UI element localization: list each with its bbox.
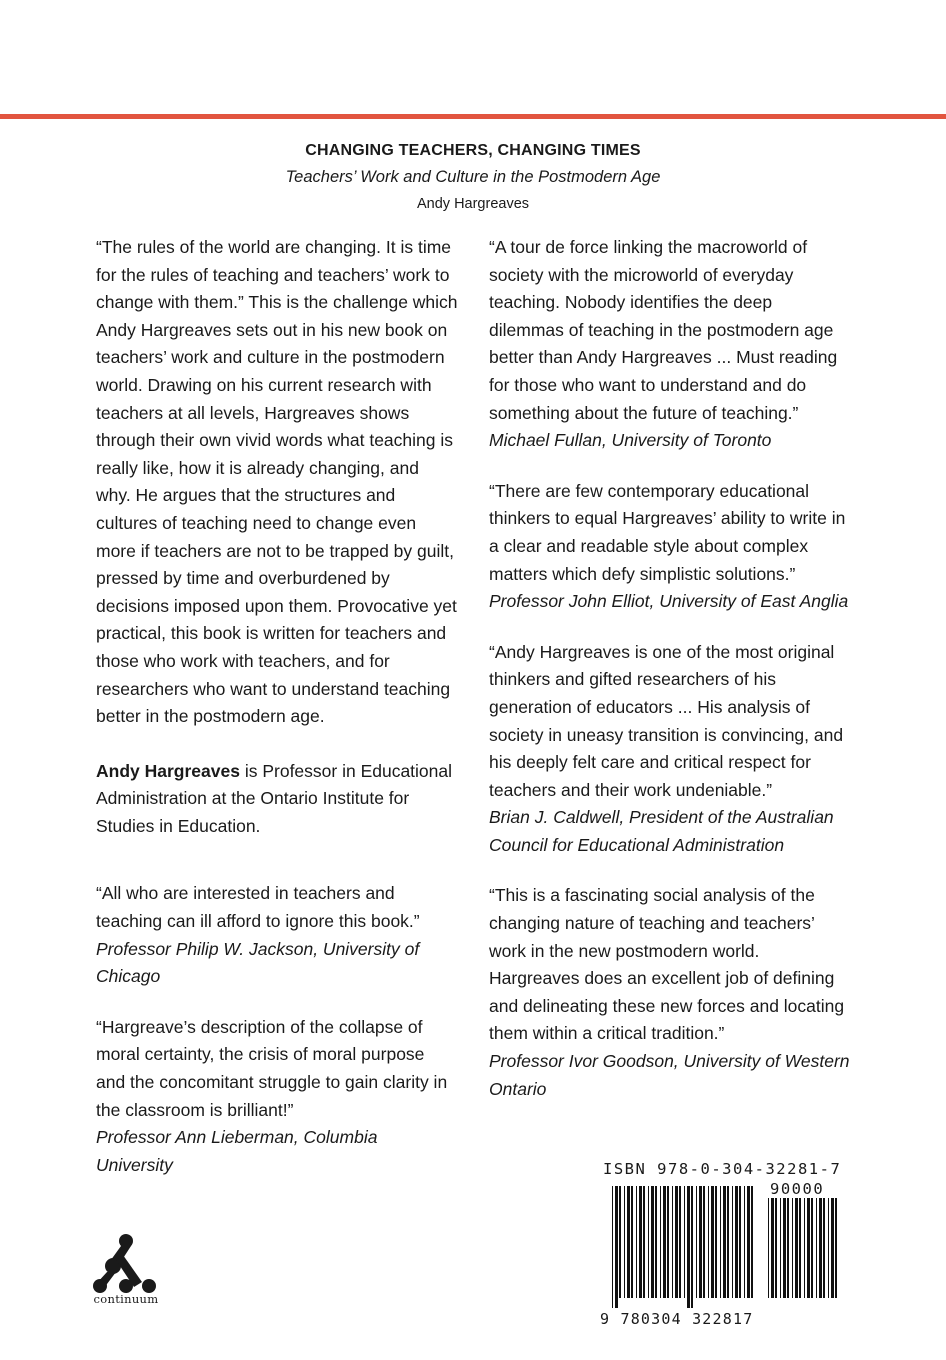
barcode-bar <box>651 1186 654 1298</box>
quote-attribution: Professor John Elliot, University of East Anglia <box>489 591 849 612</box>
barcode-bar <box>624 1186 625 1298</box>
barcode-bar <box>663 1186 666 1298</box>
quote-text: “Andy Hargreaves is one of the most original thinkers and gifted researchers of his generation of educators ... His analysis of society in uneasy transition is convincing, and his deeply felt care and critical respect for teachers and their work undeniable.” <box>489 641 844 800</box>
book-author: Andy Hargreaves <box>416 196 530 212</box>
book-description: “The rules of the world are changing. It is time for the rules of teaching and teachers’ work to change with them.” This is the challenge which Andy Hargreaves sets out in his new book on teachers’ work and culture in the postmodern world. Drawing on his current research with teachers at all levels, Hargreaves shows through their own vivid words what teaching is really like, how it is already changing, and why. He argues that the structures and cultures of teaching need to change even more if teachers are not to be trapped by guilt, pressed by time and overburdened by decisions imposed upon them. Provocative yet practical, this book is written for teachers and those who work with teachers, and for researchers who want to understand teaching better in the postmodern age. <box>96 237 458 727</box>
author-bio <box>96 758 458 841</box>
barcode-bar <box>771 1198 774 1298</box>
barcode-bar <box>708 1186 709 1298</box>
quote-attribution: Michael Fullan, University of Toronto <box>489 430 772 451</box>
price-barcode <box>768 1198 838 1308</box>
barcode-bar <box>744 1186 745 1298</box>
barcode-bar <box>648 1186 649 1298</box>
barcode-bar <box>783 1198 786 1298</box>
continuum-logo-icon <box>92 1232 162 1294</box>
barcode-bar <box>799 1198 801 1298</box>
barcode-bar <box>679 1186 681 1298</box>
author-bio-text: is Professor in Educational Administration at the Ontario Institute for Studies in Education. <box>96 760 453 836</box>
quote-text: “This is a fascinating social analysis of the changing nature of teaching and teachers’ work in the new postmodern world. Hargreaves does an excellent job of defining and delineating these new forces and locating them within a critical tradition.” <box>489 885 845 1044</box>
publisher-logo <box>90 1232 162 1306</box>
quote-text: “Hargreave’s description of the collapse of moral certainty, the crisis of moral purpose and the concomitant struggle to gain clarity in the classroom is brilliant!” <box>96 1016 448 1120</box>
barcode-bar <box>792 1198 793 1298</box>
author-bio-name: Andy Hargreaves <box>96 760 240 781</box>
barcode-bar <box>612 1186 613 1308</box>
quote-text: “All who are interested in teachers and teaching can ill afford to ignore this book.” <box>96 883 420 932</box>
quote-text: “There are few contemporary educational thinkers to equal Hargreaves’ ability to write in a clear and readable style about complex matters which defy simplistic solutions.” <box>489 480 846 584</box>
barcode-bar <box>835 1198 837 1298</box>
barcode-bar <box>768 1198 769 1298</box>
barcode-bar <box>636 1186 637 1298</box>
barcode-bar <box>735 1186 738 1298</box>
isbn-barcode <box>612 1186 757 1308</box>
barcode-bar <box>819 1198 822 1298</box>
price-code: 90000 <box>770 1180 825 1198</box>
book-title: CHANGING TEACHERS, CHANGING TIMES <box>305 142 641 159</box>
quote-attribution: Brian J. Caldwell, President of the Australian Council for Educational Administration <box>489 807 834 855</box>
quote-attribution: Professor Philip W. Jackson, University of Chicago <box>96 938 420 987</box>
barcode-bar <box>684 1186 685 1298</box>
barcode-bar <box>631 1186 633 1298</box>
barcode-bar <box>795 1198 798 1298</box>
barcode-bar <box>828 1198 829 1298</box>
barcode-bar <box>703 1186 705 1298</box>
barcode-bar <box>816 1198 817 1298</box>
header-rule <box>0 114 946 119</box>
barcode-bar <box>615 1186 618 1308</box>
barcode-bar <box>627 1186 630 1298</box>
barcode-bar <box>804 1198 805 1298</box>
barcode-bar <box>807 1198 810 1298</box>
barcode-bar <box>643 1186 645 1298</box>
barcode-bar <box>687 1186 690 1308</box>
barcode-bar <box>732 1186 733 1298</box>
barcode-bar <box>751 1186 753 1298</box>
barcode-digits: 9 780304 322817 <box>600 1310 754 1328</box>
quote-text: “A tour de force linking the macroworld of society with the microworld of everyday teaching. Nobody identifies the deep dilemmas of teaching in the postmodern age better than Andy Hargreaves ... Must reading for those who want to understand and do something about the future of teaching.” <box>489 237 838 423</box>
left-column <box>96 234 458 1179</box>
barcode-bar <box>811 1198 813 1298</box>
barcode-bar <box>780 1198 781 1298</box>
barcode-bar <box>739 1186 741 1298</box>
barcode-bar <box>823 1198 825 1298</box>
barcode-bar <box>787 1198 789 1298</box>
book-subtitle: Teachers’ Work and Culture in the Postmodern Age <box>285 168 661 186</box>
barcode-bar <box>619 1186 621 1298</box>
right-column <box>489 234 851 1103</box>
barcode-bar <box>639 1186 642 1298</box>
barcode-bar <box>660 1186 661 1298</box>
barcode-bar <box>747 1186 750 1298</box>
barcode-bar <box>711 1186 714 1298</box>
barcode-bar <box>675 1186 678 1298</box>
barcode-bar <box>691 1186 693 1308</box>
barcode-bar <box>672 1186 673 1298</box>
barcode-bar <box>715 1186 717 1298</box>
barcode-bar <box>699 1186 702 1298</box>
barcode-bar <box>723 1186 726 1298</box>
barcode-bar <box>727 1186 729 1298</box>
title-block <box>0 140 946 216</box>
quote-attribution: Professor Ivor Goodson, University of Western Ontario <box>489 1051 850 1099</box>
isbn-label: ISBN 978-0-304-32281-7 <box>603 1160 842 1178</box>
barcode-bar <box>667 1186 669 1298</box>
publisher-name: continuum <box>93 1292 159 1306</box>
barcode-bar <box>696 1186 697 1298</box>
barcode-bar <box>720 1186 721 1298</box>
barcode-bar <box>831 1198 834 1298</box>
quote-attribution: Professor Ann Lieberman, Columbia University <box>96 1127 378 1175</box>
barcode-bar <box>655 1186 657 1298</box>
barcode-bar <box>775 1198 777 1298</box>
